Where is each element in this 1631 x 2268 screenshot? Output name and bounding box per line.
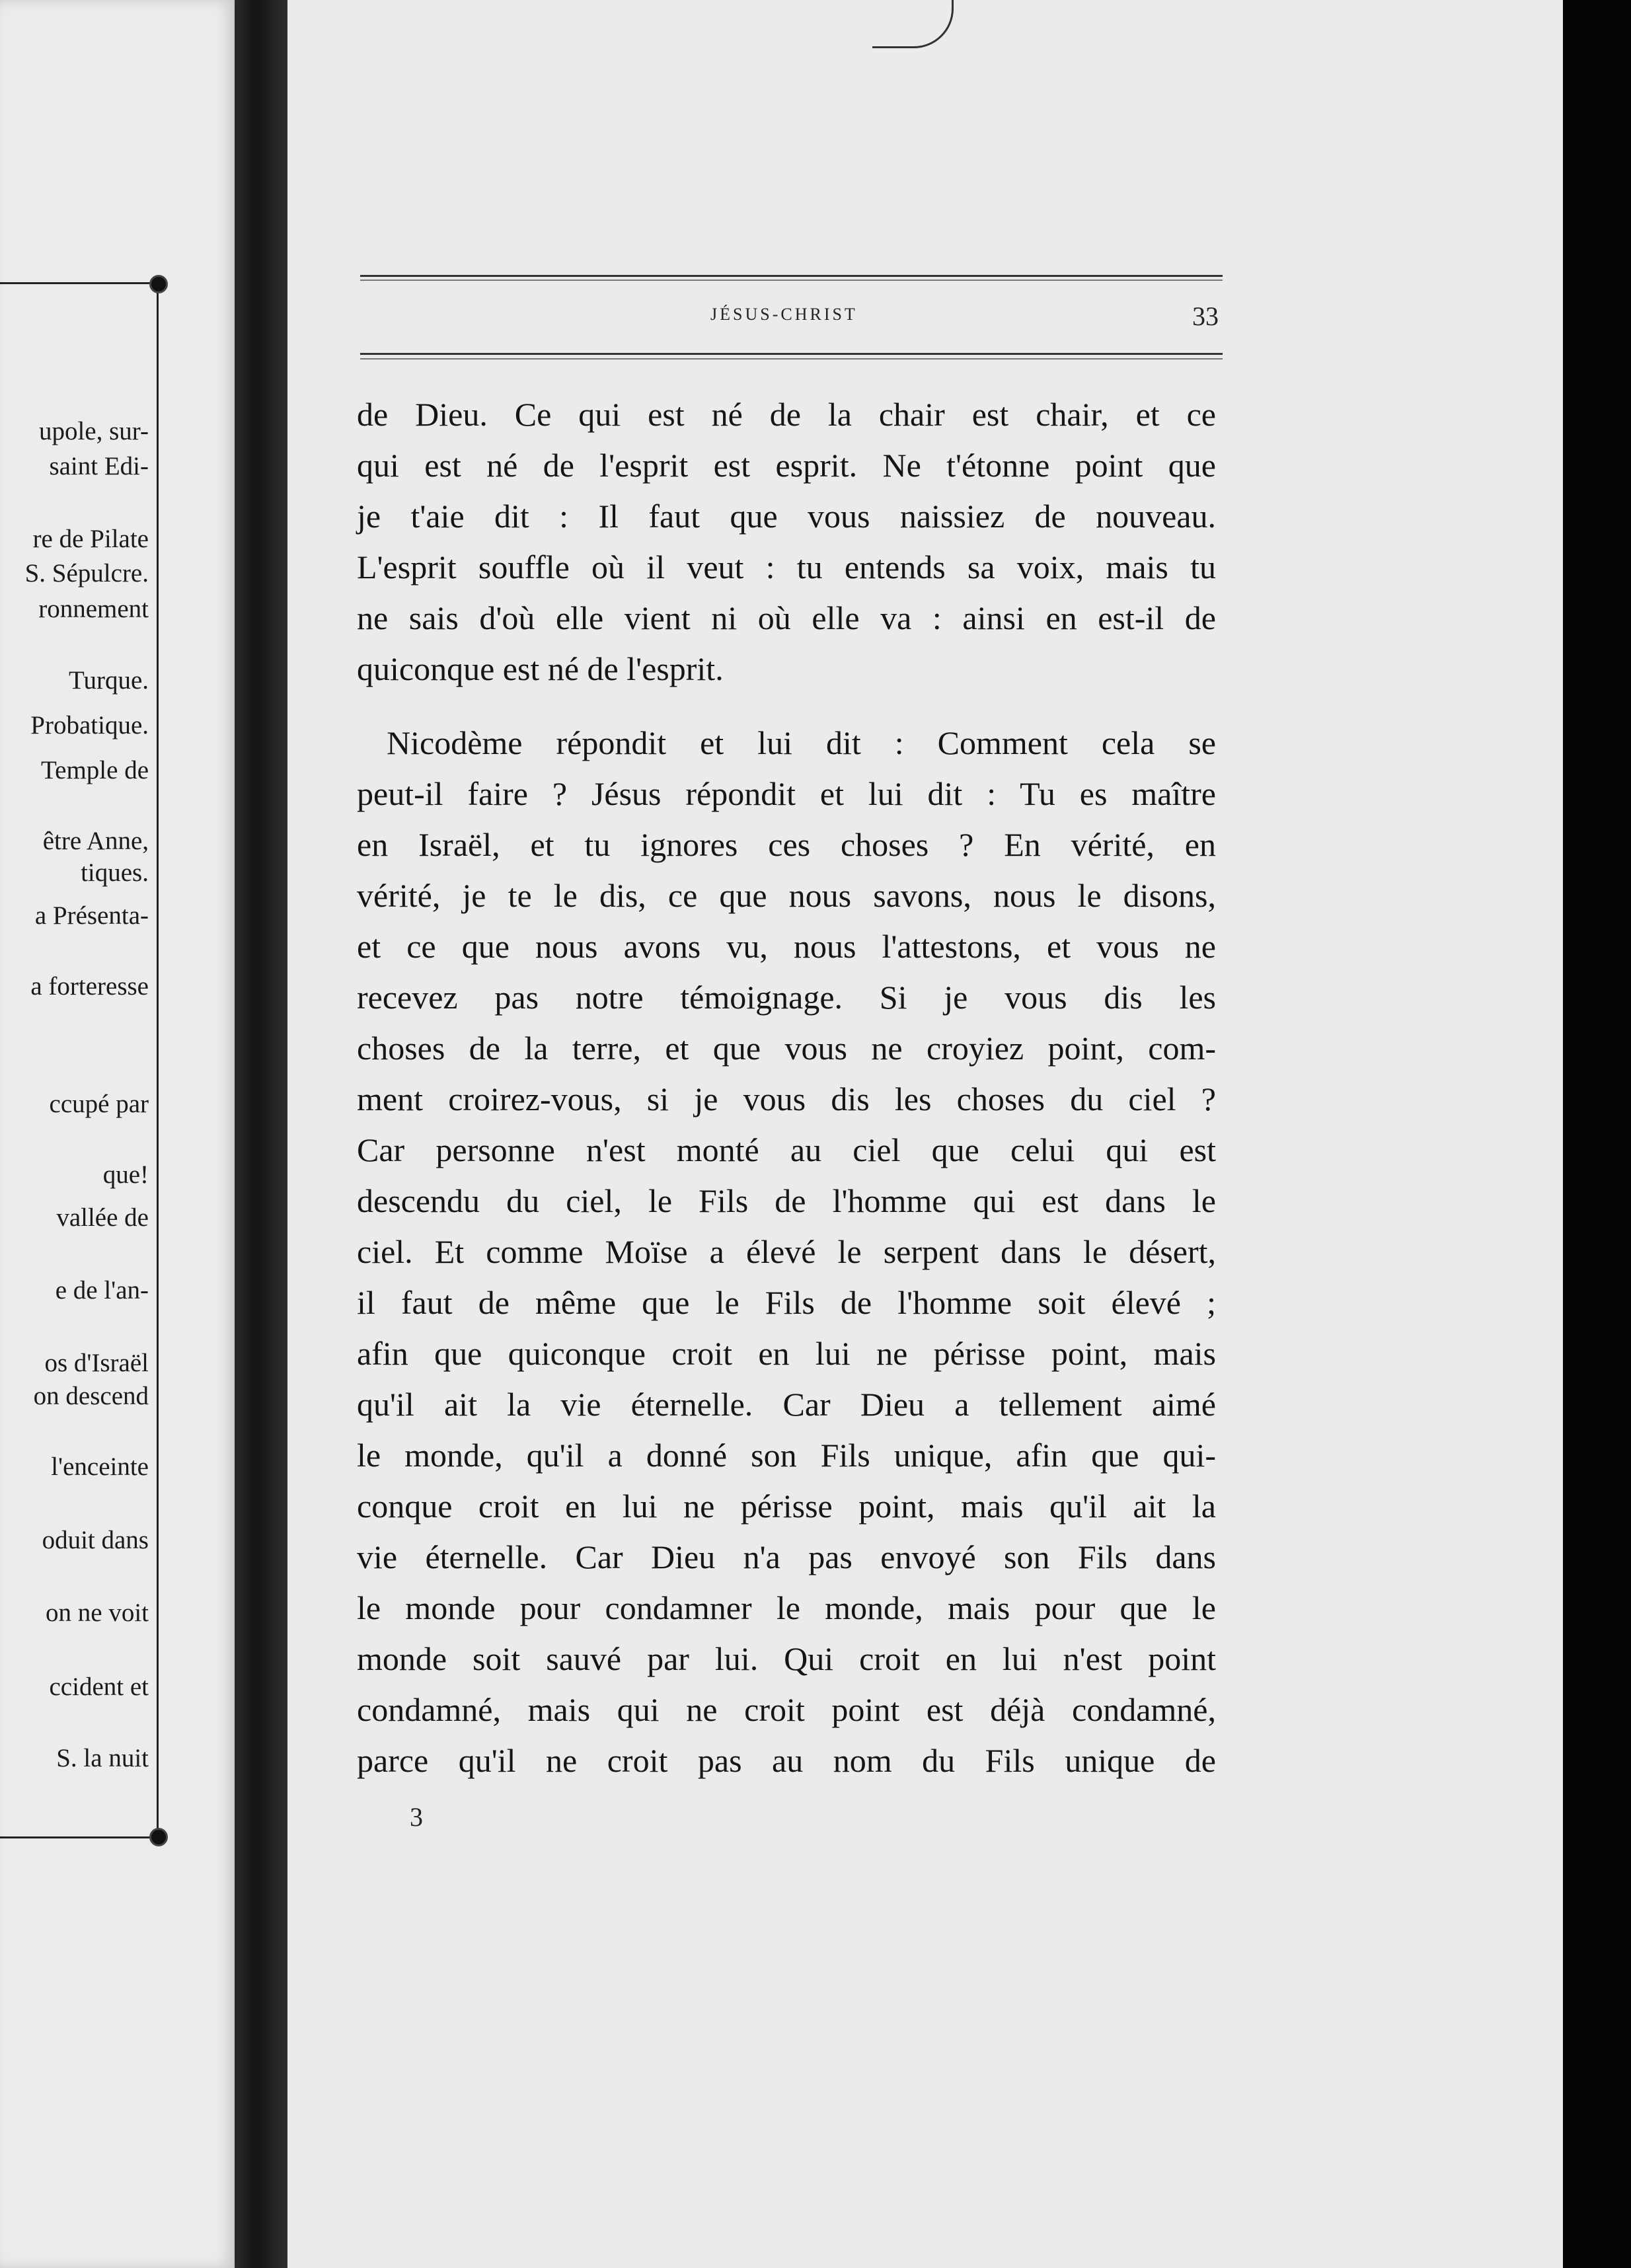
- left-text-line: Probatique.: [30, 711, 149, 739]
- left-text-line: a Présenta-: [34, 901, 149, 930]
- header-top-rule-thin: [360, 280, 1223, 281]
- left-margin-rule: [157, 282, 159, 1838]
- left-text-line: saint Edi-: [49, 452, 149, 480]
- left-top-rule: [0, 282, 157, 284]
- text-line: Nicodème répondit et lui dit : Comment cela se: [387, 724, 1216, 761]
- left-text-line: on ne voit: [46, 1599, 149, 1627]
- running-head: JÉSUS-CHRIST: [710, 305, 858, 324]
- text-line: monde soit sauvé par lui. Qui croit en lui n'est point: [357, 1640, 1216, 1677]
- left-text-line: os d'Israël: [44, 1349, 149, 1377]
- text-line: de Dieu. Ce qui est né de la chair est chair, et ce: [357, 396, 1216, 433]
- text-line: ment croirez-vous, si je vous dis les choses du ciel ?: [357, 1080, 1216, 1117]
- left-text-line: ccident et: [49, 1673, 149, 1701]
- text-line: le monde, qu'il a donné son Fils unique, afin que qui-: [357, 1437, 1216, 1474]
- left-text-line: Turque.: [69, 666, 149, 695]
- text-line: vie éternelle. Car Dieu n'a pas envoyé son Fils dans: [357, 1538, 1216, 1575]
- text-line: conque croit en lui ne périsse point, mais qu'il ait la: [357, 1488, 1216, 1525]
- text-line: ciel. Et comme Moïse a élevé le serpent dans le désert,: [357, 1233, 1216, 1270]
- left-text-line: vallée de: [56, 1203, 149, 1232]
- left-text-line: re de Pilate: [32, 525, 149, 553]
- left-text-line: tiques.: [81, 858, 149, 887]
- text-line: qui est né de l'esprit est esprit. Ne t'étonne point que: [357, 447, 1216, 484]
- text-line: recevez pas notre témoignage. Si je vous dis les: [357, 979, 1216, 1016]
- text-line: qu'il ait la vie éternelle. Car Dieu a tellement aimé: [357, 1386, 1216, 1423]
- text-line: L'esprit souffle où il veut : tu entends sa voix, mais tu: [357, 548, 1216, 586]
- scan-border: [1563, 0, 1631, 2268]
- text-line: le monde pour condamner le monde, mais pour que le: [357, 1589, 1216, 1626]
- text-line: choses de la terre, et que vous ne croyiez point, com-: [357, 1030, 1216, 1067]
- left-text-line: que!: [102, 1160, 149, 1189]
- left-text-line: S. la nuit: [56, 1744, 149, 1772]
- text-line: ne sais d'où elle vient ni où elle va : ainsi en est-il de: [357, 599, 1216, 636]
- text-line: quiconque est né de l'esprit.: [357, 650, 724, 687]
- left-top-ornament: [149, 275, 168, 293]
- text-line: je t'aie dit : Il faut que vous naissiez de nouveau.: [357, 498, 1216, 535]
- left-text-line: on descend: [33, 1382, 149, 1410]
- text-line: et ce que nous avons vu, nous l'attestons, et vous ne: [357, 928, 1216, 965]
- left-text-line: ccupé par: [49, 1090, 149, 1118]
- left-text-line: ronnement: [38, 595, 149, 623]
- text-line: descendu du ciel, le Fils de l'homme qui est dans le: [357, 1182, 1216, 1219]
- left-bottom-ornament: [149, 1828, 168, 1846]
- left-text-line: être Anne,: [42, 827, 149, 855]
- header-bottom-rule: [360, 353, 1223, 355]
- book-gutter: [235, 0, 287, 2268]
- text-line: Car personne n'est monté au ciel que celui qui est: [357, 1131, 1216, 1168]
- text-line: en Israël, et tu ignores ces choses ? En vérité, en: [357, 826, 1216, 863]
- left-text-line: oduit dans: [42, 1526, 149, 1554]
- signature-mark: 3: [410, 1802, 423, 1832]
- header-top-rule: [360, 275, 1223, 277]
- left-text-line: e de l'an-: [55, 1276, 149, 1304]
- left-page-fragment: [0, 0, 235, 2268]
- header-bottom-rule-thin: [360, 358, 1223, 359]
- left-text-line: S. Sépulcre.: [24, 559, 149, 587]
- text-line: afin que quiconque croit en lui ne périsse point, mais: [357, 1335, 1216, 1372]
- text-line: peut-il faire ? Jésus répondit et lui dit : Tu es maître: [357, 775, 1216, 812]
- text-line: parce qu'il ne croit pas au nom du Fils unique de: [357, 1742, 1216, 1779]
- left-text-line: a forteresse: [30, 972, 149, 1001]
- left-text-line: Temple de: [41, 756, 149, 784]
- text-line: condamné, mais qui ne croit point est déjà condamné,: [357, 1691, 1216, 1728]
- left-bottom-rule: [0, 1836, 157, 1838]
- left-text-line: upole, sur-: [38, 417, 149, 445]
- left-text-line: l'enceinte: [51, 1453, 149, 1481]
- text-line: vérité, je te le dis, ce que nous savons, nous le disons,: [357, 877, 1216, 914]
- page-number: 33: [1192, 301, 1219, 331]
- text-line: il faut de même que le Fils de l'homme soit élevé ;: [357, 1284, 1216, 1321]
